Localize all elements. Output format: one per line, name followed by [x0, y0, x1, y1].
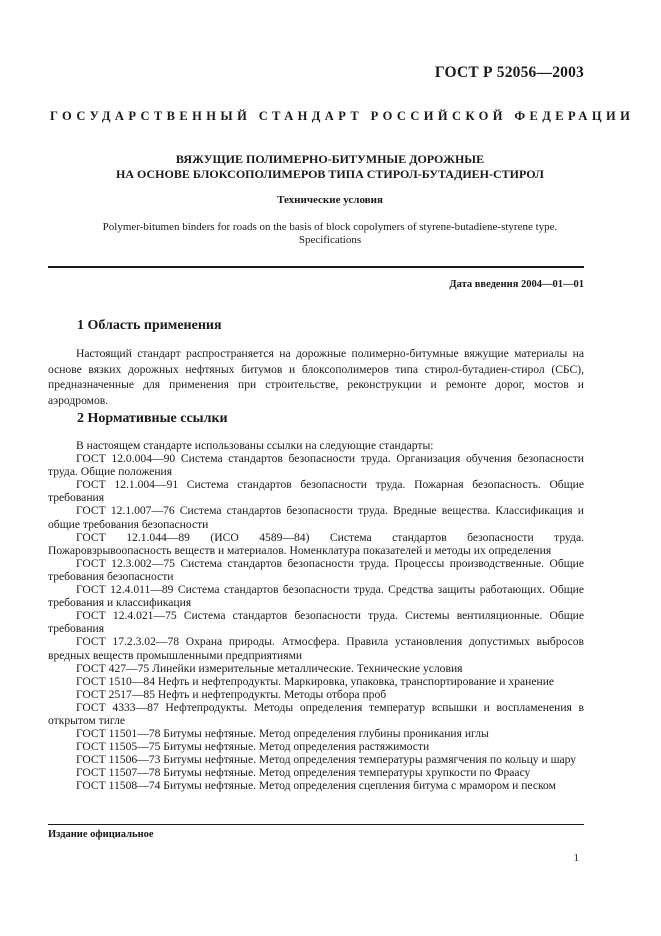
edition-note: Издание официальное — [48, 829, 154, 840]
section-1-paragraph: Настоящий стандарт распространяется на дорожные полимерно-битумные вяжущие материалы на основе вязких дорожных нефтяных битумов и блоксополимеров типа стирол-бутадиен-стирол (СБС), предназначенные для применения при строительстве, реконструкции и ремонте дорог, мостов и аэродромов. — [48, 347, 584, 407]
section-2-heading: 2 Нормативные ссылки — [77, 411, 228, 426]
reference-item: ГОСТ 11506—73 Битумы нефтяные. Метод определения температуры размягчения по кольцу и шару — [76, 753, 577, 767]
state-standard-banner: ГОСУДАРСТВЕННЫЙ СТАНДАРТ РОССИЙСКОЙ ФЕДЕРАЦИИ — [50, 109, 635, 123]
normative-references-list — [48, 439, 584, 793]
reference-item: ГОСТ 12.3.002—75 Система стандартов безопасности труда. Процессы производственные. Общие требования безопасности — [48, 556, 584, 583]
reference-item: ГОСТ 427—75 Линейки измерительные металлические. Технические условия — [76, 661, 463, 675]
page-number: 1 — [573, 852, 579, 864]
reference-item: ГОСТ 12.1.004—91 Система стандартов безопасности труда. Пожарная безопасность. Общие требования — [48, 478, 584, 505]
reference-item: ГОСТ 12.4.021—75 Система стандартов безопасности труда. Системы вентиляционные. Общие требования — [48, 609, 584, 636]
reference-item: ГОСТ 11501—78 Битумы нефтяные. Метод определения глубины проникания иглы — [76, 727, 489, 741]
reference-item: ГОСТ 12.1.007—76 Система стандартов безопасности труда. Вредные вещества. Классификация и общие требования безопасности — [48, 504, 584, 531]
reference-item: ГОСТ 12.0.004—90 Система стандартов безопасности труда. Организация обучения безопасности труда. Общие положения — [48, 452, 584, 479]
reference-item: ГОСТ 11508—74 Битумы нефтяные. Метод определения сцепления битума с мрамором и песком — [76, 779, 556, 793]
footer-divider — [48, 824, 584, 825]
reference-item: ГОСТ 1510—84 Нефть и нефтепродукты. Маркировка, упаковка, транспортирование и хранение — [76, 674, 555, 688]
reference-item: ГОСТ 12.1.044—89 (ИСО 4589—84) Система стандартов безопасности труда. Пожаровзрывоопасность веществ и материалов. Номенклатура показателей и методы их определения — [48, 530, 584, 557]
document-subtitle: Технические условия — [277, 194, 383, 206]
english-title-line-1: Polymer-bitumen binders for roads on the basis of block copolymers of styrene-butadiene-styrene type. — [102, 221, 558, 233]
reference-item: ГОСТ 11505—75 Битумы нефтяные. Метод определения растяжимости — [76, 740, 430, 754]
reference-item: ГОСТ 2517—85 Нефть и нефтепродукты. Методы отбора проб — [76, 687, 387, 701]
references-intro: В настоящем стандарте использованы ссылки на следующие стандарты: — [76, 439, 434, 452]
document-title-line-1: ВЯЖУЩИЕ ПОЛИМЕРНО-БИТУМНЫЕ ДОРОЖНЫЕ — [175, 152, 485, 166]
reference-item: ГОСТ 17.2.3.02—78 Охрана природы. Атмосфера. Правила установления допустимых выбросов вредных веществ промышленными предприятиями — [48, 635, 584, 662]
english-title-line-2: Specifications — [298, 234, 362, 246]
header-divider — [48, 266, 584, 268]
reference-item: ГОСТ 12.4.011—89 Система стандартов безопасности труда. Средства защиты работающих. Общие требования и классификация — [48, 583, 584, 610]
document-title-line-2: НА ОСНОВЕ БЛОКСОПОЛИМЕРОВ ТИПА СТИРОЛ-БУТАДИЕН-СТИРОЛ — [116, 167, 544, 181]
reference-item: ГОСТ 4333—87 Нефтепродукты. Методы определения температур вспышки и воспламенения в открытом тигле — [48, 700, 584, 727]
standard-code: ГОСТ Р 52056—2003 — [434, 64, 584, 81]
reference-item: ГОСТ 11507—78 Битумы нефтяные. Метод определения температуры хрупкости по Фраасу — [76, 766, 531, 780]
introduction-date: Дата введения 2004—01—01 — [449, 279, 584, 290]
section-1-heading: 1 Область применения — [77, 318, 222, 333]
